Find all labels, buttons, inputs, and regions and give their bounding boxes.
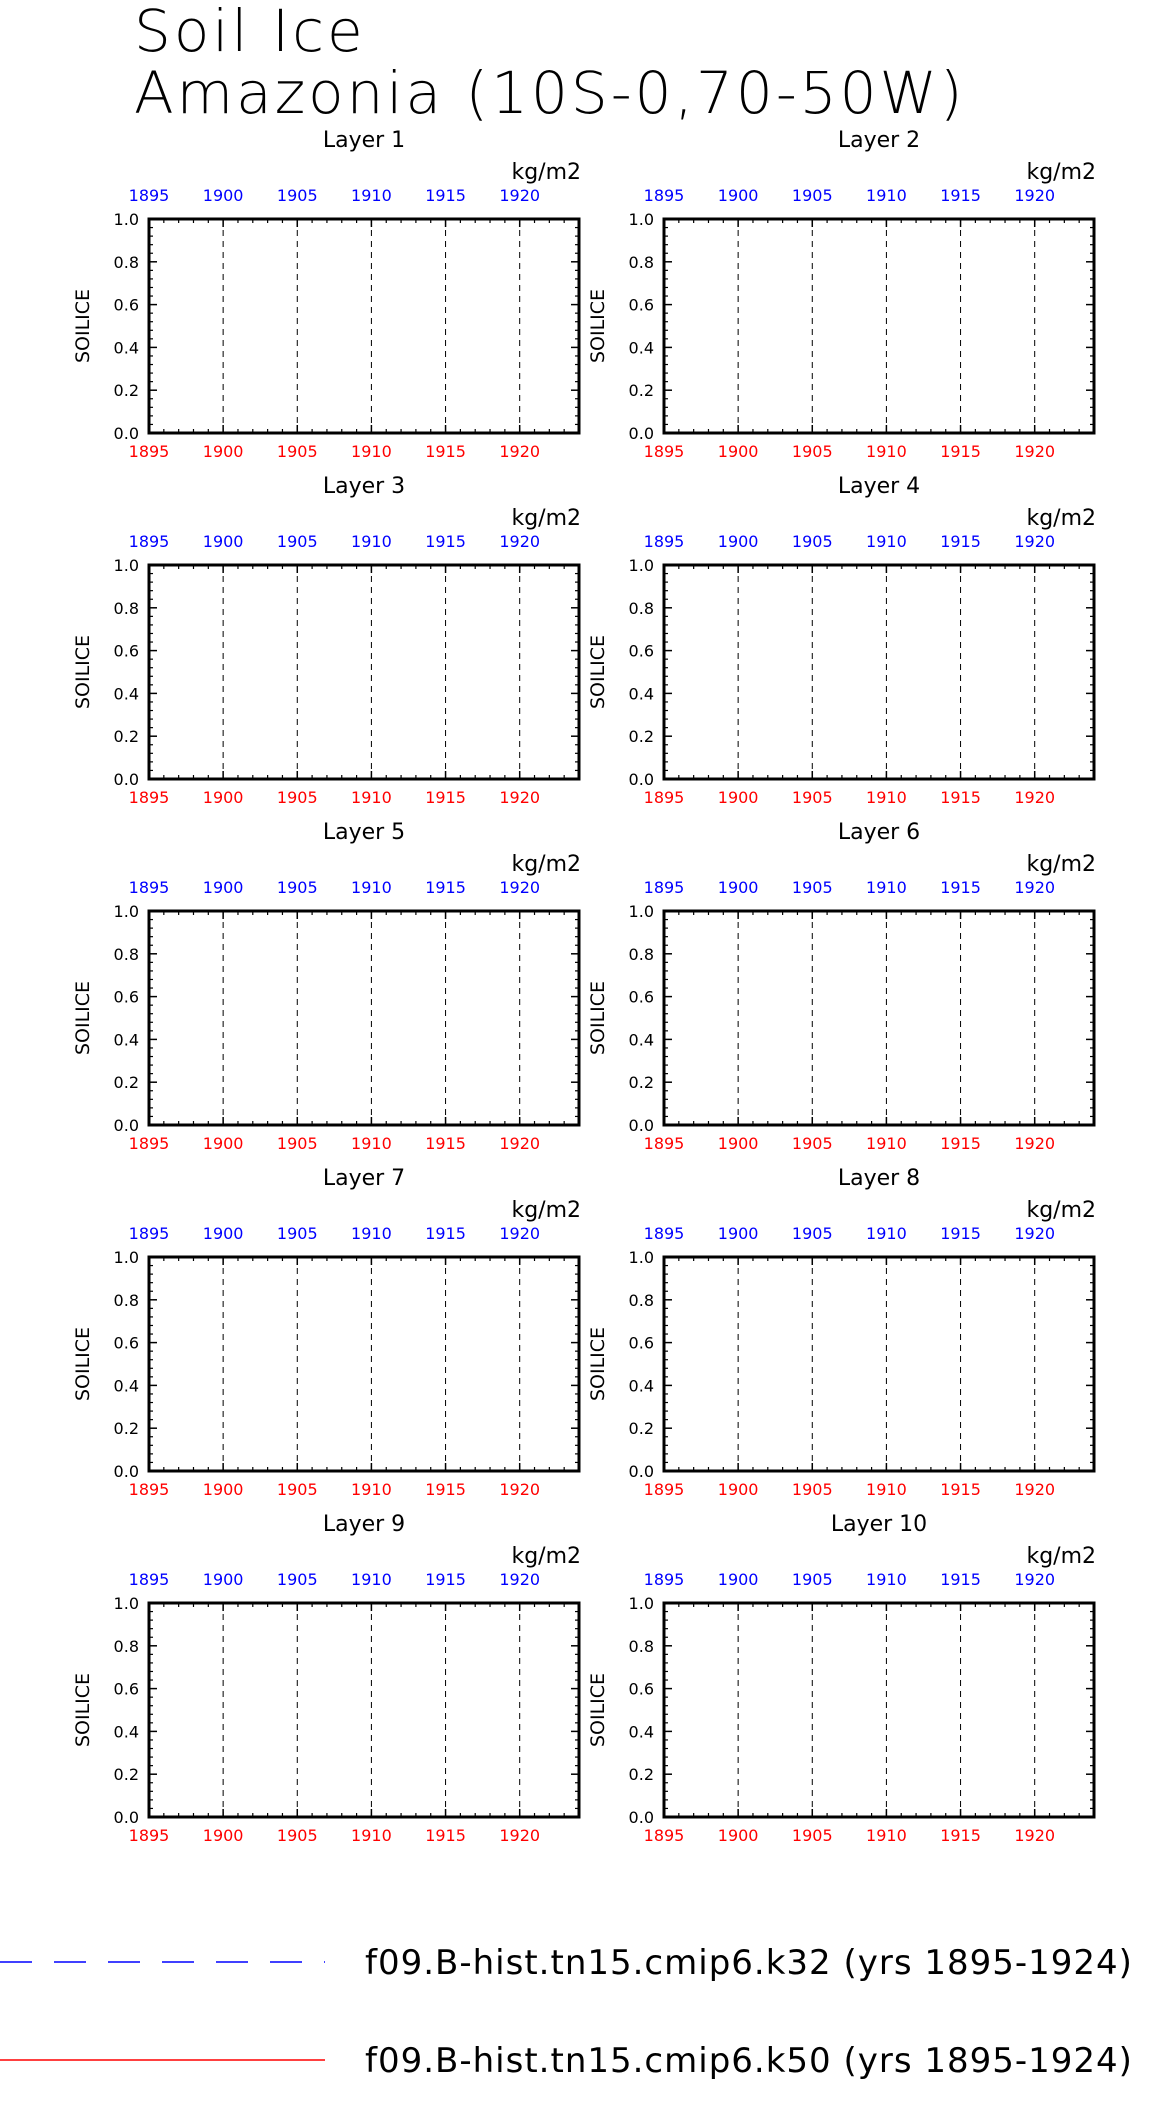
panel-8 [587, 1166, 1096, 1499]
y-axis-label: SOILICE [587, 1672, 609, 1748]
x-tick-label-bottom: 1900 [717, 1480, 759, 1499]
x-tick-label-bottom: 1895 [128, 1480, 170, 1499]
x-tick-label-top: 1900 [717, 1224, 759, 1243]
panel-4 [587, 474, 1096, 807]
y-tick-label: 0.6 [113, 1679, 139, 1699]
units-label: kg/m2 [511, 852, 581, 877]
y-tick-label: 0.6 [628, 641, 654, 661]
x-tick-label-top: 1920 [499, 1224, 541, 1243]
y-tick-label: 0.6 [628, 987, 654, 1007]
x-tick-label-bottom: 1910 [351, 1826, 392, 1845]
legend-label-1: f09.B-hist.tn15.cmip6.k32 (yrs 1895-1924) [365, 1943, 1133, 1983]
y-tick-label: 0.6 [628, 1333, 654, 1353]
y-tick-label: 0.0 [628, 1116, 654, 1135]
x-tick-label-bottom: 1910 [351, 442, 392, 461]
panel-9 [72, 1512, 581, 1845]
x-tick-label-top: 1895 [128, 878, 170, 897]
x-tick-label-bottom: 1910 [351, 788, 392, 807]
y-tick-label: 1.0 [113, 1248, 139, 1267]
panel-title: Layer 8 [837, 1166, 921, 1191]
plot-frame [664, 911, 1094, 1125]
x-tick-label-top: 1920 [499, 186, 541, 205]
x-tick-label-top: 1895 [643, 878, 685, 897]
x-tick-label-bottom: 1915 [940, 1480, 981, 1499]
x-tick-label-bottom: 1905 [791, 788, 833, 807]
x-tick-label-bottom: 1900 [717, 1134, 759, 1153]
units-label: kg/m2 [511, 506, 581, 531]
panel-10 [587, 1512, 1096, 1845]
y-tick-label: 0.2 [113, 1419, 139, 1439]
x-tick-label-bottom: 1895 [128, 1134, 170, 1153]
panel-title: Layer 2 [837, 128, 921, 153]
x-tick-label-bottom: 1900 [202, 788, 244, 807]
x-tick-label-top: 1910 [351, 186, 392, 205]
x-tick-label-top: 1895 [643, 532, 685, 551]
x-tick-label-top: 1910 [351, 878, 392, 897]
x-tick-label-top: 1900 [202, 1570, 244, 1589]
x-tick-label-bottom: 1910 [351, 1134, 392, 1153]
x-tick-label-top: 1915 [940, 532, 981, 551]
plot-frame [149, 219, 579, 433]
y-axis-label: SOILICE [587, 1326, 609, 1402]
x-tick-label-top: 1900 [202, 532, 244, 551]
x-tick-label-top: 1910 [866, 532, 907, 551]
y-tick-label: 0.6 [113, 295, 139, 315]
x-tick-label-bottom: 1920 [1014, 442, 1056, 461]
y-tick-label: 0.2 [113, 1765, 139, 1785]
y-tick-label: 0.6 [113, 987, 139, 1007]
x-tick-label-bottom: 1900 [202, 442, 244, 461]
y-tick-label: 0.0 [113, 770, 139, 789]
y-axis-label: SOILICE [587, 980, 609, 1056]
x-tick-label-bottom: 1915 [940, 442, 981, 461]
x-tick-label-bottom: 1895 [643, 1826, 685, 1845]
panel-5 [72, 820, 581, 1153]
x-tick-label-top: 1895 [128, 1570, 170, 1589]
panel-6 [587, 820, 1096, 1153]
y-tick-label: 0.0 [113, 1116, 139, 1135]
y-tick-label: 0.2 [628, 1073, 654, 1093]
x-tick-label-bottom: 1915 [425, 1480, 466, 1499]
legend-label-2: f09.B-hist.tn15.cmip6.k50 (yrs 1895-1924) [365, 2041, 1133, 2081]
y-tick-label: 1.0 [113, 902, 139, 921]
x-tick-label-top: 1910 [351, 1570, 392, 1589]
x-tick-label-top: 1915 [425, 1224, 466, 1243]
y-tick-label: 0.8 [113, 1290, 139, 1310]
x-tick-label-bottom: 1910 [866, 1480, 907, 1499]
x-tick-label-top: 1920 [1014, 878, 1056, 897]
x-tick-label-bottom: 1900 [717, 1826, 759, 1845]
panel-title: Layer 9 [322, 1512, 406, 1537]
x-tick-label-top: 1920 [1014, 532, 1056, 551]
x-tick-label-bottom: 1905 [276, 1480, 318, 1499]
x-tick-label-bottom: 1915 [425, 1134, 466, 1153]
units-label: kg/m2 [511, 1544, 581, 1569]
y-tick-label: 0.4 [113, 338, 139, 358]
y-tick-label: 0.2 [113, 727, 139, 747]
x-tick-label-bottom: 1920 [499, 442, 541, 461]
y-tick-label: 0.8 [628, 252, 654, 272]
x-tick-label-top: 1915 [940, 186, 981, 205]
y-tick-label: 0.4 [113, 1376, 139, 1396]
y-tick-label: 0.6 [113, 641, 139, 661]
y-tick-label: 1.0 [628, 1594, 654, 1613]
y-tick-label: 1.0 [113, 1594, 139, 1613]
x-tick-label-bottom: 1920 [499, 1826, 541, 1845]
x-tick-label-bottom: 1905 [791, 1134, 833, 1153]
y-axis-label: SOILICE [72, 1672, 94, 1748]
plot-frame [664, 1603, 1094, 1817]
y-tick-label: 1.0 [113, 556, 139, 575]
x-tick-label-top: 1900 [202, 1224, 244, 1243]
y-tick-label: 0.2 [113, 1073, 139, 1093]
x-tick-label-top: 1900 [202, 186, 244, 205]
x-tick-label-top: 1910 [866, 186, 907, 205]
y-tick-label: 0.4 [628, 1722, 654, 1742]
x-tick-label-top: 1915 [940, 878, 981, 897]
x-tick-label-top: 1910 [351, 1224, 392, 1243]
title-line-1: Soil Ice [134, 0, 366, 65]
x-tick-label-top: 1905 [276, 878, 318, 897]
panel-7 [72, 1166, 581, 1499]
x-tick-label-bottom: 1900 [202, 1826, 244, 1845]
units-label: kg/m2 [1026, 1544, 1096, 1569]
x-tick-label-bottom: 1895 [643, 1480, 685, 1499]
y-tick-label: 0.6 [628, 295, 654, 315]
x-tick-label-bottom: 1895 [128, 1826, 170, 1845]
x-tick-label-bottom: 1900 [202, 1480, 244, 1499]
x-tick-label-bottom: 1915 [940, 1134, 981, 1153]
y-tick-label: 0.4 [113, 684, 139, 704]
x-tick-label-bottom: 1895 [643, 1134, 685, 1153]
x-tick-label-top: 1915 [425, 532, 466, 551]
y-tick-label: 0.8 [113, 1636, 139, 1656]
units-label: kg/m2 [511, 1198, 581, 1223]
x-tick-label-top: 1895 [128, 186, 170, 205]
y-tick-label: 0.4 [628, 1376, 654, 1396]
y-tick-label: 1.0 [628, 1248, 654, 1267]
plot-frame [664, 219, 1094, 433]
x-tick-label-top: 1905 [791, 186, 833, 205]
y-tick-label: 0.0 [113, 424, 139, 443]
x-tick-label-bottom: 1910 [866, 1134, 907, 1153]
y-tick-label: 0.0 [628, 1462, 654, 1481]
y-tick-label: 0.8 [113, 252, 139, 272]
panel-title: Layer 6 [837, 820, 921, 845]
y-axis-label: SOILICE [72, 288, 94, 364]
y-tick-label: 0.2 [628, 1765, 654, 1785]
x-tick-label-bottom: 1905 [791, 1826, 833, 1845]
y-tick-label: 0.0 [628, 1808, 654, 1827]
panel-title: Layer 1 [322, 128, 406, 153]
y-tick-label: 1.0 [628, 902, 654, 921]
x-tick-label-bottom: 1895 [643, 442, 685, 461]
y-axis-label: SOILICE [72, 980, 94, 1056]
x-tick-label-top: 1915 [425, 186, 466, 205]
x-tick-label-bottom: 1915 [425, 788, 466, 807]
y-tick-label: 0.2 [628, 727, 654, 747]
x-tick-label-bottom: 1905 [791, 1480, 833, 1499]
y-tick-label: 0.0 [113, 1462, 139, 1481]
y-tick-label: 0.8 [628, 1290, 654, 1310]
y-tick-label: 0.2 [628, 381, 654, 401]
x-tick-label-top: 1900 [717, 1570, 759, 1589]
y-tick-label: 0.8 [113, 598, 139, 618]
x-tick-label-bottom: 1905 [276, 788, 318, 807]
y-tick-label: 0.8 [628, 944, 654, 964]
x-tick-label-bottom: 1900 [202, 1134, 244, 1153]
x-tick-label-top: 1915 [425, 1570, 466, 1589]
y-tick-label: 1.0 [628, 210, 654, 229]
panel-title: Layer 10 [830, 1512, 928, 1537]
x-tick-label-bottom: 1895 [643, 788, 685, 807]
x-tick-label-bottom: 1895 [128, 788, 170, 807]
y-tick-label: 0.6 [113, 1333, 139, 1353]
x-tick-label-top: 1910 [866, 1570, 907, 1589]
x-tick-label-bottom: 1920 [499, 1480, 541, 1499]
x-tick-label-top: 1900 [202, 878, 244, 897]
x-tick-label-bottom: 1920 [1014, 1480, 1056, 1499]
x-tick-label-top: 1920 [499, 878, 541, 897]
y-tick-label: 0.2 [113, 381, 139, 401]
x-tick-label-top: 1895 [128, 1224, 170, 1243]
units-label: kg/m2 [1026, 1198, 1096, 1223]
panel-title: Layer 3 [322, 474, 406, 499]
y-tick-label: 0.0 [113, 1808, 139, 1827]
x-tick-label-top: 1920 [499, 1570, 541, 1589]
x-tick-label-bottom: 1920 [499, 788, 541, 807]
x-tick-label-top: 1895 [643, 1224, 685, 1243]
x-tick-label-bottom: 1920 [499, 1134, 541, 1153]
x-tick-label-top: 1905 [276, 1224, 318, 1243]
x-tick-label-bottom: 1920 [1014, 1826, 1056, 1845]
x-tick-label-bottom: 1915 [940, 1826, 981, 1845]
plot-frame [149, 565, 579, 779]
x-tick-label-top: 1915 [940, 1570, 981, 1589]
x-tick-label-bottom: 1905 [276, 442, 318, 461]
y-tick-label: 0.4 [628, 338, 654, 358]
x-tick-label-bottom: 1915 [425, 442, 466, 461]
x-tick-label-top: 1920 [1014, 1224, 1056, 1243]
x-tick-label-top: 1900 [717, 186, 759, 205]
x-tick-label-top: 1905 [276, 186, 318, 205]
x-tick-label-bottom: 1910 [866, 788, 907, 807]
x-tick-label-top: 1900 [717, 878, 759, 897]
panel-2 [587, 128, 1096, 461]
y-tick-label: 1.0 [628, 556, 654, 575]
y-tick-label: 0.8 [628, 1636, 654, 1656]
x-tick-label-top: 1900 [717, 532, 759, 551]
x-tick-label-top: 1910 [351, 532, 392, 551]
x-tick-label-bottom: 1920 [1014, 788, 1056, 807]
y-tick-label: 0.2 [628, 1419, 654, 1439]
x-tick-label-top: 1920 [1014, 1570, 1056, 1589]
y-tick-label: 0.0 [628, 770, 654, 789]
panel-title: Layer 5 [322, 820, 406, 845]
x-tick-label-bottom: 1915 [425, 1826, 466, 1845]
y-tick-label: 0.0 [628, 424, 654, 443]
y-tick-label: 0.4 [113, 1722, 139, 1742]
y-tick-label: 0.4 [628, 1030, 654, 1050]
panel-3 [72, 474, 581, 807]
units-label: kg/m2 [1026, 506, 1096, 531]
y-axis-label: SOILICE [587, 634, 609, 710]
x-tick-label-top: 1915 [425, 878, 466, 897]
units-label: kg/m2 [1026, 852, 1096, 877]
plot-frame [664, 1257, 1094, 1471]
x-tick-label-top: 1915 [940, 1224, 981, 1243]
y-axis-label: SOILICE [72, 1326, 94, 1402]
x-tick-label-top: 1905 [276, 1570, 318, 1589]
x-tick-label-bottom: 1905 [276, 1826, 318, 1845]
x-tick-label-top: 1905 [791, 878, 833, 897]
x-tick-label-top: 1895 [643, 186, 685, 205]
x-tick-label-top: 1910 [866, 1224, 907, 1243]
x-tick-label-top: 1905 [791, 532, 833, 551]
x-tick-label-bottom: 1915 [940, 788, 981, 807]
y-tick-label: 0.8 [628, 598, 654, 618]
x-tick-label-bottom: 1910 [351, 1480, 392, 1499]
y-tick-label: 0.6 [628, 1679, 654, 1699]
x-tick-label-top: 1905 [276, 532, 318, 551]
y-tick-label: 0.8 [113, 944, 139, 964]
x-tick-label-bottom: 1910 [866, 442, 907, 461]
y-axis-label: SOILICE [72, 634, 94, 710]
panel-title: Layer 7 [322, 1166, 406, 1191]
title-line-2: Amazonia (10S-0,70-50W) [134, 59, 966, 127]
y-tick-label: 1.0 [113, 210, 139, 229]
y-axis-label: SOILICE [587, 288, 609, 364]
legend [0, 1940, 1155, 2110]
panel-1 [72, 128, 581, 461]
x-tick-label-top: 1920 [499, 532, 541, 551]
x-tick-label-top: 1920 [1014, 186, 1056, 205]
units-label: kg/m2 [1026, 160, 1096, 185]
x-tick-label-bottom: 1905 [276, 1134, 318, 1153]
x-tick-label-bottom: 1900 [717, 788, 759, 807]
x-tick-label-top: 1895 [643, 1570, 685, 1589]
units-label: kg/m2 [511, 160, 581, 185]
x-tick-label-bottom: 1900 [717, 442, 759, 461]
plot-frame [149, 1257, 579, 1471]
x-tick-label-bottom: 1905 [791, 442, 833, 461]
x-tick-label-bottom: 1910 [866, 1826, 907, 1845]
x-tick-label-top: 1905 [791, 1224, 833, 1243]
x-tick-label-bottom: 1920 [1014, 1134, 1056, 1153]
x-tick-label-bottom: 1895 [128, 442, 170, 461]
x-tick-label-top: 1910 [866, 878, 907, 897]
y-tick-label: 0.4 [628, 684, 654, 704]
plot-frame [149, 911, 579, 1125]
panel-title: Layer 4 [837, 474, 921, 499]
x-tick-label-top: 1905 [791, 1570, 833, 1589]
y-tick-label: 0.4 [113, 1030, 139, 1050]
plot-frame [149, 1603, 579, 1817]
plot-frame [664, 565, 1094, 779]
x-tick-label-top: 1895 [128, 532, 170, 551]
